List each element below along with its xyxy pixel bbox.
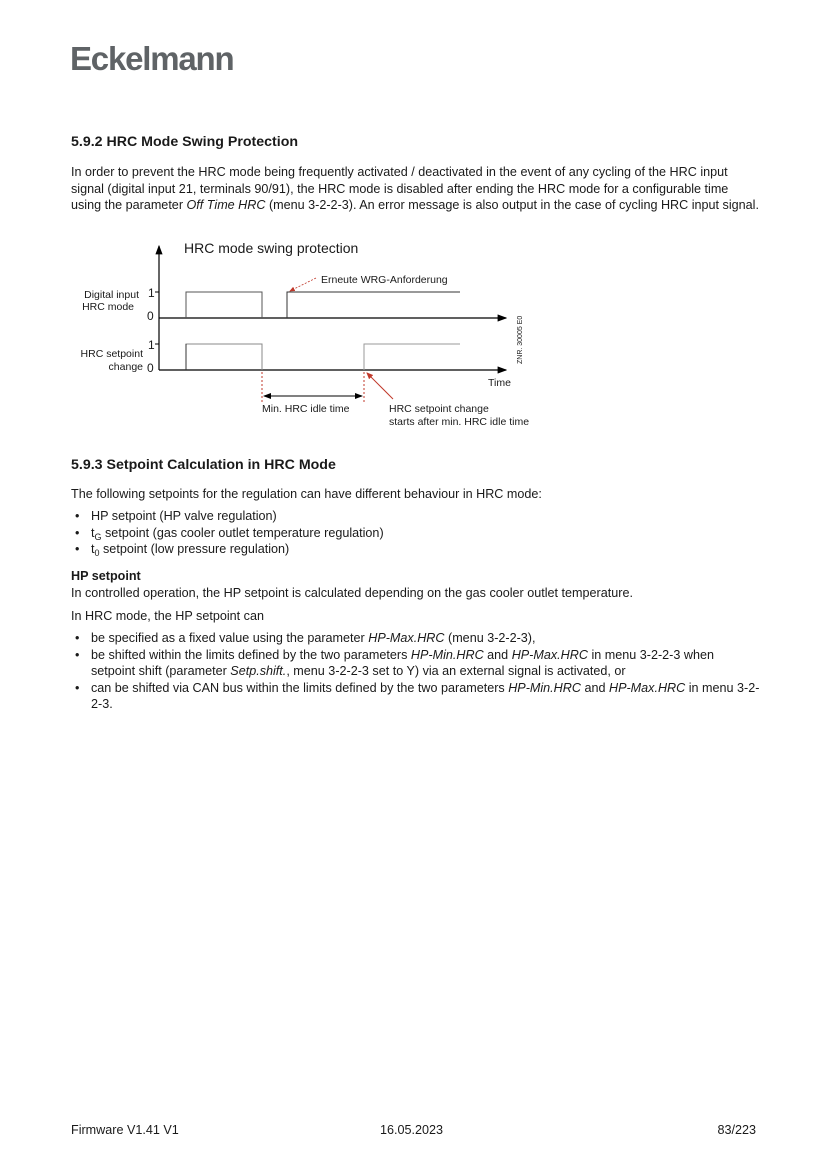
para-text-b: (menu 3-2-2-3). An error message is also output in the case of cycling HRC input signal.	[265, 198, 759, 213]
list-item: • can be shifted via CAN bus within the limits defined by the two parameters HP-Min.HRC and HP-Max.HRC in menu 3-2-2-3.	[71, 680, 761, 713]
list-item: • HP setpoint (HP valve regulation)	[71, 508, 761, 525]
annotation-start-line1: HRC setpoint change	[389, 403, 489, 415]
list-item: • $t_G$ setpoint (gas cooler outlet temperature regulation)	[71, 525, 761, 542]
footer-date: 16.05.2023	[380, 1123, 444, 1137]
setpoint-list	[71, 508, 761, 558]
section-heading-5-9-3: 5.9.3 Setpoint Calculation in HRC Mode	[71, 457, 336, 473]
label-hrc-setpoint: HRC setpoint	[80, 348, 143, 360]
hp-paragraph-2: In HRC mode, the HP setpoint can	[71, 609, 264, 623]
list-item: • be specified as a fixed value using the parameter HP-Max.HRC (menu 3-2-2-3),	[71, 630, 761, 647]
hrc-swing-protection-diagram	[0, 0, 827, 440]
footer-firmware: Firmware V1.41 V1	[71, 1123, 179, 1137]
tick-one-setpoint: 1	[148, 338, 155, 352]
hp-setpoint-heading: HP setpoint	[71, 569, 141, 583]
diagram-title: HRC mode swing protection	[184, 240, 359, 256]
setpoint-signal	[186, 344, 262, 370]
hp-options-list	[71, 630, 761, 713]
section-heading-5-9-2: 5.9.2 HRC Mode Swing Protection	[71, 134, 299, 150]
label-digital-input: Digital input	[84, 289, 139, 301]
figure-id: ZNR. 30005 E0	[517, 315, 524, 364]
x-axis-label: Time	[488, 377, 511, 389]
list-item: • $t_0$ setpoint (low pressure regulation)	[71, 541, 761, 558]
para-text-a: In order to prevent the HRC mode being frequently activated / deactivated in the event of any cycling of the HRC input signal (digital input 21, terminals 90/91), the HRC mode is disabled after ending the HRC mode for a configurable time using the parameter	[71, 165, 729, 213]
label-change: change	[108, 361, 143, 373]
footer-page-number: 83/223	[717, 1123, 756, 1137]
param-off-time-hrc: Off Time HRC	[186, 198, 266, 213]
annotation-request: Erneute WRG-Anforderung	[321, 274, 448, 286]
start-annotation-arrow	[367, 373, 393, 399]
digital-input-signal	[186, 292, 262, 318]
setpoints-intro: The following setpoints for the regulation can have different behaviour in HRC mode:	[71, 487, 542, 501]
tick-one-input: 1	[148, 286, 155, 300]
list-item: • be shifted within the limits defined by the two parameters HP-Min.HRC and HP-Max.HRC in menu 3-2-2-3 when setpoint shift (parameter Setp.shift., menu 3-2-2-3 set to Y) via an external signal is activated, or	[71, 647, 761, 680]
eckelmann-logo: Eckelmann	[70, 40, 234, 77]
tick-zero-input: 0	[147, 309, 154, 323]
annotation-start-line2: starts after min. HRC idle time	[389, 416, 530, 428]
request-annotation-arrow	[290, 278, 316, 291]
digital-input-signal-second	[287, 292, 460, 318]
setpoint-signal-second	[364, 344, 460, 370]
annotation-idle-time: Min. HRC idle time	[262, 403, 350, 415]
hp-paragraph-1: In controlled operation, the HP setpoint is calculated depending on the gas cooler outlet temperature.	[71, 586, 633, 600]
label-hrc-mode: HRC mode	[82, 301, 134, 313]
tick-zero-setpoint: 0	[147, 361, 154, 375]
